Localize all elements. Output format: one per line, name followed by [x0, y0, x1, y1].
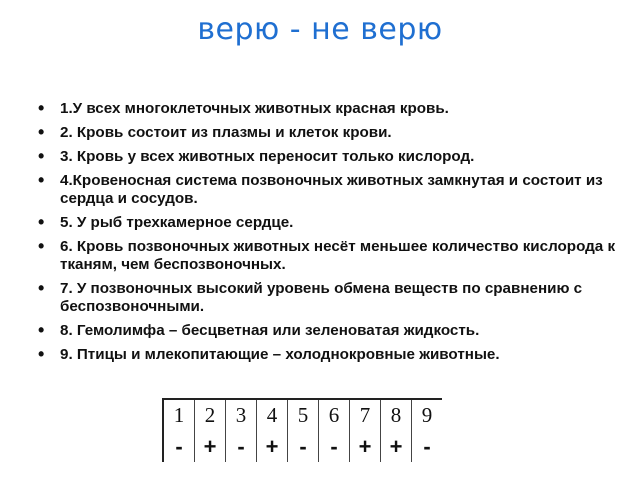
answer-number-cell: 8 [381, 399, 412, 431]
answer-mark-cell: - [226, 431, 257, 462]
slide-title: верю - не верю [197, 12, 443, 47]
statement-item: • 9. Птицы и млекопитающие – холоднокровные животные. [38, 346, 618, 364]
statement-item: • 5. У рыб трехкамерное сердце. [38, 214, 618, 232]
answer-mark-cell: + [195, 431, 226, 462]
answer-number-cell: 1 [163, 399, 195, 431]
statement-item: • 7. У позвоночных высокий уровень обмена веществ по сравнению с беспозвоночными. [38, 280, 618, 316]
answer-mark-cell: - [288, 431, 319, 462]
answer-mark-cell: - [423, 433, 431, 459]
answer-table-mark-row [163, 431, 442, 462]
answer-mark-cell: + [257, 431, 288, 462]
statement-item: • 2. Кровь состоит из плазмы и клеток крови. [38, 124, 618, 142]
answer-mark-cell: + [350, 431, 381, 462]
answer-number-cell: 5 [288, 399, 319, 431]
statement-item: • 8. Гемолимфа – бесцветная или зеленоватая жидкость. [38, 322, 618, 340]
answer-mark-cell: - [163, 431, 195, 462]
answer-mark-cell: + [381, 431, 412, 462]
statement-item: • 4.Кровеносная система позвоночных животных замкнутая и состоит из сердца и сосудов. [38, 172, 618, 208]
statement-item: • 1.У всех многоклеточных животных красная кровь. [38, 100, 618, 118]
answer-number-cell: 9 [421, 403, 433, 427]
answer-number-cell: 6 [319, 399, 350, 431]
answer-mark-cell: - [319, 431, 350, 462]
answer-table-number-row [163, 399, 442, 431]
answer-number-cell: 7 [350, 399, 381, 431]
answer-table [162, 398, 442, 462]
answer-number-cell: 2 [195, 399, 226, 431]
statement-item: • 6. Кровь позвоночных животных несёт меньшее количество кислорода к тканям, чем беспозвоночных. [38, 238, 618, 274]
statement-list [38, 100, 618, 370]
answer-number-cell: 3 [226, 399, 257, 431]
statement-item: • 3. Кровь у всех животных переносит только кислород. [38, 148, 618, 166]
answer-number-cell: 4 [257, 399, 288, 431]
